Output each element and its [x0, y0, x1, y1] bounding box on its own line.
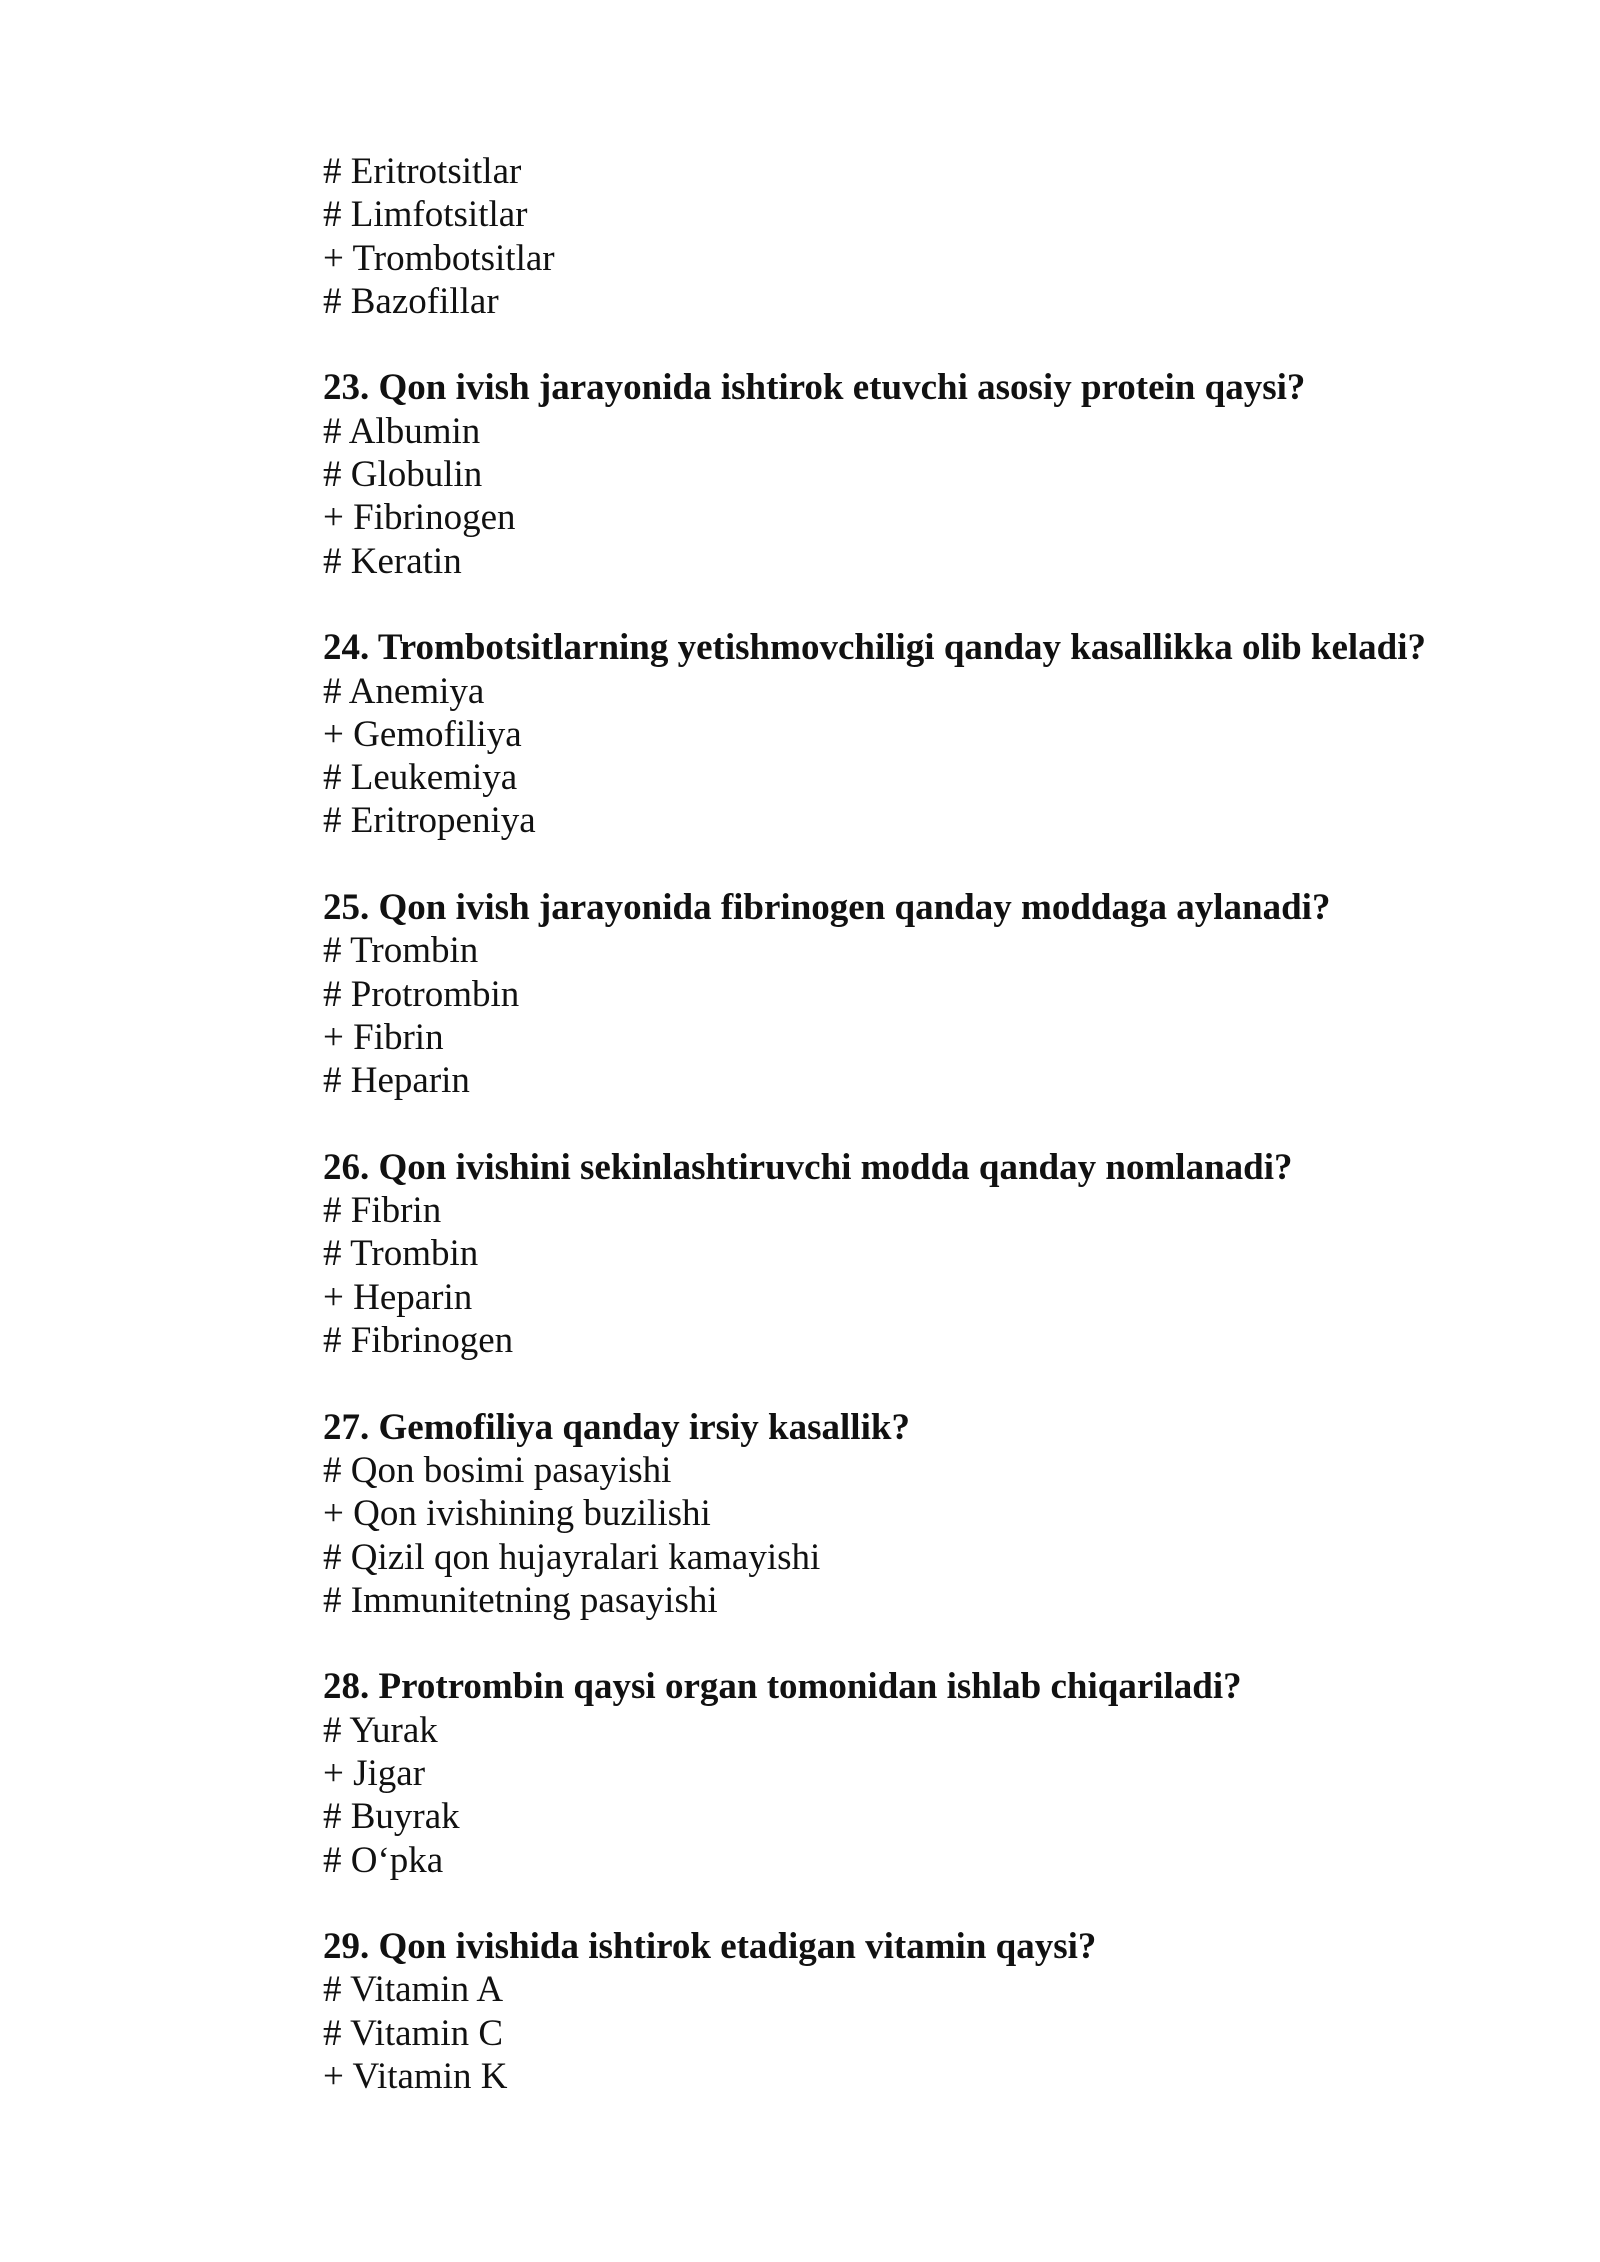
- question-text: 29. Qon ivishida ishtirok etadigan vitamin qaysi?: [323, 1926, 1097, 1968]
- answer-option: # O‘pka: [323, 1839, 444, 1881]
- answer-option: # Limfotsitlar: [323, 194, 528, 236]
- question-text: 23. Qon ivish jarayonida ishtirok etuvchi asosiy protein qaysi?: [323, 367, 1306, 409]
- answer-option: + Qon ivishining buzilishi: [323, 1493, 711, 1535]
- answer-option: + Fibrin: [323, 1016, 444, 1058]
- question-text: 28. Protrombin qaysi organ tomonidan ishlab chiqariladi?: [323, 1666, 1242, 1708]
- answer-option: + Vitamin K: [323, 2056, 508, 2098]
- answer-option: + Trombotsitlar: [323, 237, 555, 279]
- answer-option: # Keratin: [323, 540, 462, 582]
- answer-option: # Vitamin C: [323, 2012, 504, 2054]
- answer-option: # Eritrotsitlar: [323, 151, 522, 192]
- question-block: [323, 1665, 1523, 1881]
- question-text: 24. Trombotsitlarning yetishmovchiligi qanday kasallikka olib keladi?: [323, 627, 1427, 669]
- question-block: [323, 1406, 1523, 1622]
- answer-option: + Fibrinogen: [323, 497, 516, 539]
- question-text: 26. Qon ivishini sekinlashtiruvchi modda qanday nomlanadi?: [323, 1146, 1293, 1188]
- answer-option: # Trombin: [323, 930, 479, 972]
- answer-option: # Buyrak: [323, 1796, 460, 1838]
- answer-option: # Leukemiya: [323, 757, 518, 799]
- question-text: 27. Gemofiliya qanday irsiy kasallik?: [323, 1406, 910, 1448]
- answer-option: # Yurak: [323, 1709, 438, 1751]
- question-block: [323, 886, 1523, 1102]
- question-text: 25. Qon ivish jarayonida fibrinogen qanday moddaga aylanadi?: [323, 887, 1331, 929]
- question-block: [323, 1925, 1523, 2098]
- answer-option: + Heparin: [323, 1276, 473, 1318]
- answer-option: # Anemiya: [323, 670, 485, 712]
- answer-option: # Bazofillar: [323, 280, 499, 322]
- answer-option: + Jigar: [323, 1752, 426, 1794]
- answer-option: # Trombin: [323, 1233, 479, 1275]
- quiz-content: [323, 150, 1523, 2098]
- answer-option: # Immunitetning pasayishi: [323, 1579, 718, 1621]
- answer-option: # Qon bosimi pasayishi: [323, 1449, 672, 1491]
- answer-option: + Gemofiliya: [323, 713, 522, 755]
- answer-option: # Fibrinogen: [323, 1320, 514, 1362]
- answer-option: # Eritropeniya: [323, 800, 536, 842]
- question-block: [323, 626, 1523, 842]
- answer-option: # Albumin: [323, 410, 481, 452]
- answer-option: # Fibrin: [323, 1190, 442, 1232]
- answer-option: # Protrombin: [323, 973, 520, 1015]
- answer-option: # Globulin: [323, 454, 483, 496]
- answer-option: # Heparin: [323, 1060, 470, 1102]
- question-block: [323, 366, 1523, 582]
- question-block: [323, 1146, 1523, 1362]
- leading-option-list: [323, 150, 1523, 323]
- answer-option: # Vitamin A: [323, 1969, 504, 2011]
- answer-option: # Qizil qon hujayralari kamayishi: [323, 1536, 821, 1578]
